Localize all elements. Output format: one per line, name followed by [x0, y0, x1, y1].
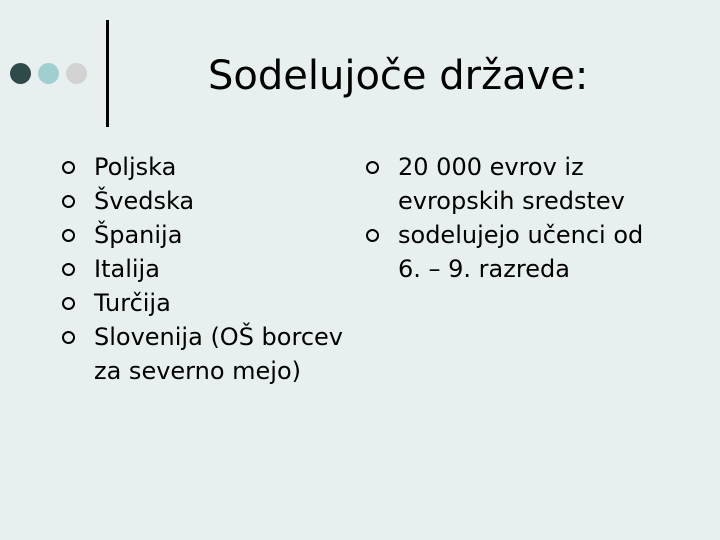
teal-dot-icon — [38, 63, 59, 84]
countries-list — [62, 150, 362, 388]
country-label: Španija — [94, 221, 183, 249]
country-label: Turčija — [94, 289, 171, 317]
bullet-icon — [62, 195, 75, 208]
decorative-dots — [10, 63, 100, 85]
list-item — [62, 320, 362, 388]
dark-dot-icon — [10, 63, 31, 84]
list-item — [366, 218, 666, 286]
bullet-icon — [62, 161, 75, 174]
detail-label: sodelujejo učenci od 6. – 9. razreda — [398, 221, 644, 283]
country-label: Italija — [94, 255, 160, 283]
list-item — [62, 286, 362, 320]
list-item — [62, 252, 362, 286]
bullet-icon — [62, 263, 75, 276]
slide-title: Sodelujoče države: — [208, 53, 589, 99]
bullet-icon — [366, 229, 379, 242]
list-item — [62, 218, 362, 252]
title-divider — [106, 20, 109, 127]
details-list — [366, 150, 666, 286]
bullet-icon — [62, 297, 75, 310]
list-item — [62, 184, 362, 218]
bullet-icon — [62, 331, 75, 344]
country-label: Švedska — [94, 187, 195, 215]
country-label: Slovenija (OŠ borcev za severno mejo) — [94, 323, 343, 385]
bullet-icon — [366, 161, 379, 174]
list-item — [366, 150, 666, 218]
country-label: Poljska — [94, 153, 177, 181]
grey-dot-icon — [66, 63, 87, 84]
bullet-icon — [62, 229, 75, 242]
list-item — [62, 150, 362, 184]
detail-label: 20 000 evrov iz evropskih sredstev — [398, 153, 625, 215]
